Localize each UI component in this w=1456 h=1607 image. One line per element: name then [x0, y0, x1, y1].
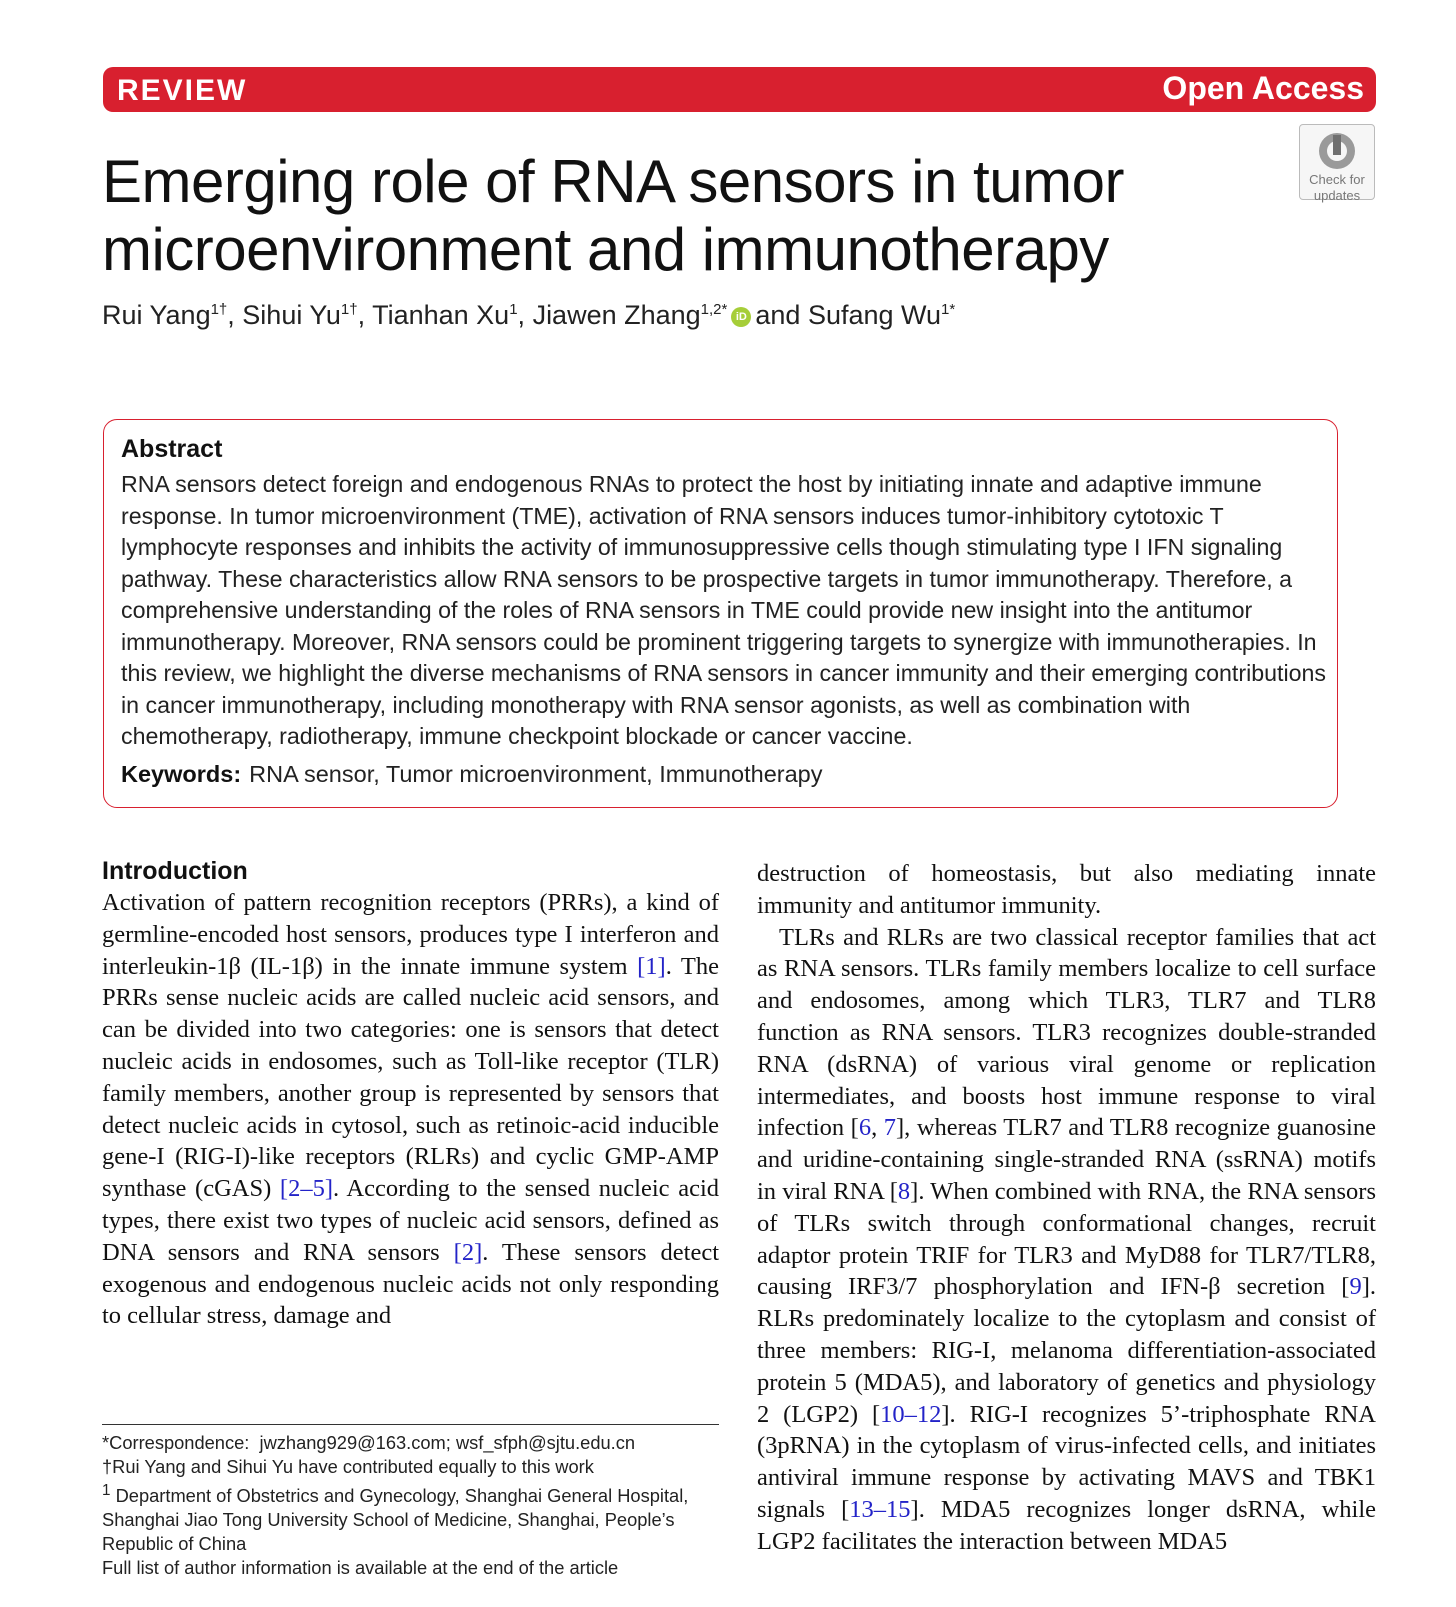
abstract-box [103, 419, 1338, 808]
correspondence-label: *Correspondence: [102, 1432, 250, 1453]
body-text: . The PRRs sense nucleic acids are called nucleic acid sensors, and can be divided into two categories: one is sensors that detect nucleic acids in endosomes, such as Toll-like receptor (TLR) family members, another group is represented by sensors that detect nucleic acids in cytosol, such as retinoic-acid inducible gene-I (RIG-I)-like receptors (RLRs) and cyclic GMP-AMP synthase (cGAS) [102, 952, 719, 1203]
affiliation-note [102, 1479, 719, 1556]
keywords [121, 761, 1337, 788]
body-text: . According to the sensed nucleic acid types, there exist two types of nucleic acid sensors, defined as DNA sensors and RNA sensors [102, 1175, 719, 1266]
body-text: ]. RLRs predominately localize to the cytoplasm and consist of three members: RIG-I, melanoma differentiation-associated protein 5 (MDA5), and laboratory of genetics and physiology 2 (LGP2) [ [757, 1273, 1376, 1428]
left-column [102, 856, 719, 1332]
citation-link[interactable]: 7 [883, 1114, 896, 1142]
body-text: TLRs and RLRs are two classical receptor families that act as RNA sensors. TLRs family members localize to cell surface and endosomes, among which TLR3, TLR7 and TLR8 function as RNA sensors. TLR3 recognizes double-stranded RNA (dsRNA) of various viral genome or replication intermediates, and boosts host immune response to viral infection [ [757, 923, 1376, 1142]
citation-link[interactable]: [1] [637, 952, 666, 980]
check-updates-line1: Check for [1309, 172, 1365, 187]
citation-link[interactable]: 10–12 [880, 1400, 942, 1428]
author-affiliation: 1,2* [700, 301, 728, 318]
body-text: ]. RIG-I recognizes 5’-triphosphate RNA (3pRNA) in the cytoplasm of virus-infected cells, and initiates antiviral immune response by activating MAVS and TBK1 signals [ [757, 1400, 1376, 1523]
citation-link[interactable]: [2] [453, 1238, 483, 1266]
body-text: ], whereas TLR7 and TLR8 recognize guanosine and uridine-containing single-stranded RNA (ssRNA) motifs in viral RNA [ [757, 1114, 1376, 1205]
author-name[interactable]: Sihui Yu [242, 300, 341, 330]
author-affiliation: 1 [509, 301, 518, 318]
citation-link[interactable]: [2–5] [279, 1175, 333, 1203]
body-text: Activation of pattern recognition receptors (PRRs), a kind of germline-encoded host sensors, produces type I interferon and interleukin-1β (IL-1β) in the innate immune system [102, 889, 719, 980]
body-text: , [871, 1114, 884, 1142]
citation-link[interactable]: 9 [1349, 1273, 1362, 1301]
intro-paragraph [757, 922, 1376, 1558]
body-text: ]. When combined with RNA, the RNA sensors of TLRs switch through conformational changes, recruit adaptor protein TRIF for TLR3 and MyD88 for TLR7/TLR8, causing IRF3/7 phosphorylation and IFN-β secretion [ [757, 1177, 1376, 1301]
author-affiliation: 1* [941, 301, 956, 318]
keywords-list: RNA sensor, Tumor microenvironment, Immunotherapy [249, 760, 823, 787]
abstract-text: RNA sensors detect foreign and endogenous RNAs to protect the host by initiating innate and adaptive immune response. In tumor microenvironment (TME), activation of RNA sensors induces tumor-inhibitory cytotoxic T lymphocyte responses and inhibits the activity of immunosuppressive cells though stimulating type I IFN signaling pathway. These characteristics allow RNA sensors to be prospective targets in tumor immunotherapy. Therefore, a comprehensive understanding of the roles of RNA sensors in TME could provide new insight into the antitumor immunotherapy. Moreover, RNA sensors could be prominent triggering targets to synergize with immunotherapies. In this review, we highlight the diverse mechanisms of RNA sensors in cancer immunity and their emerging contributions in cancer immunotherapy, including monotherapy with RNA sensor agonists, as well as combination with chemotherapy, radiotherapy, immune checkpoint blockade or cancer vaccine. [121, 471, 1327, 749]
intro-paragraph-continued: destruction of homeostasis, but also mediating innate immunity and antitumor immunity. [757, 860, 1376, 919]
open-access-label: Open Access [1162, 70, 1364, 106]
author-list: Rui Yang$^{1\dagger}$, Sihui $Yu^{1\dagger}$, Tianhan Xu$^1$, Jiawen Zhang$^{1,2*}$ iD and Sufang $Wu^{1*}$ [102, 300, 956, 330]
citation-link[interactable]: 8 [897, 1177, 911, 1205]
affiliation-text: Department of Obstetrics and Gynecology, Shanghai General Hospital, Shanghai Jiao Tong University School of Medicine, Shanghai, People’s Republic of China [102, 1485, 689, 1555]
introduction-heading: Introduction [102, 857, 248, 885]
abstract-heading: Abstract [121, 435, 223, 463]
citation-link[interactable]: 6 [858, 1114, 872, 1142]
check-updates-line2: updates [1313, 188, 1361, 203]
footnote-divider [102, 1424, 719, 1425]
article-title: Emerging role of RNA sensors in tumor microenvironment and immunotherapy [102, 148, 1124, 283]
check-updates-icon [1317, 131, 1357, 171]
article-type-label: REVIEW [117, 74, 248, 107]
footnotes [102, 1431, 719, 1580]
author-name[interactable]: Tianhan Xu [372, 300, 510, 330]
full-author-info-note: Full list of author information is available at the end of the article [102, 1557, 619, 1579]
correspondence-note [102, 1431, 719, 1455]
body-text: . These sensors detect exogenous and endogenous nucleic acids not only responding to cellular stress, damage and [102, 1238, 720, 1330]
author-name[interactable]: Sufang Wu [807, 300, 942, 330]
right-column [757, 858, 1376, 1558]
keywords-label: Keywords: [121, 760, 242, 787]
author-joiner: and [755, 300, 801, 330]
author-affiliation: 1† [210, 301, 228, 318]
intro-paragraph [102, 887, 719, 1332]
author-name[interactable]: Jiawen Zhang [532, 300, 701, 330]
correspondence-emails[interactable]: jwzhang929@163.com; wsf_sfph@sjtu.edu.cn [259, 1432, 636, 1453]
author-affiliation: 1† [340, 301, 358, 318]
citation-link[interactable]: 13–15 [849, 1495, 911, 1523]
orcid-icon[interactable]: iD [731, 307, 751, 327]
equal-contribution-note: †Rui Yang and Sihui Yu have contributed equally to this work [102, 1456, 594, 1477]
author-name[interactable]: Rui Yang [102, 300, 211, 330]
affiliation-number: 1 [102, 1482, 111, 1499]
article-type-banner [103, 67, 1376, 112]
body-text: ]. MDA5 recognizes longer dsRNA, while LGP2 facilitates the interaction between MDA5 [757, 1495, 1377, 1555]
check-for-updates-badge[interactable] [1299, 124, 1375, 203]
